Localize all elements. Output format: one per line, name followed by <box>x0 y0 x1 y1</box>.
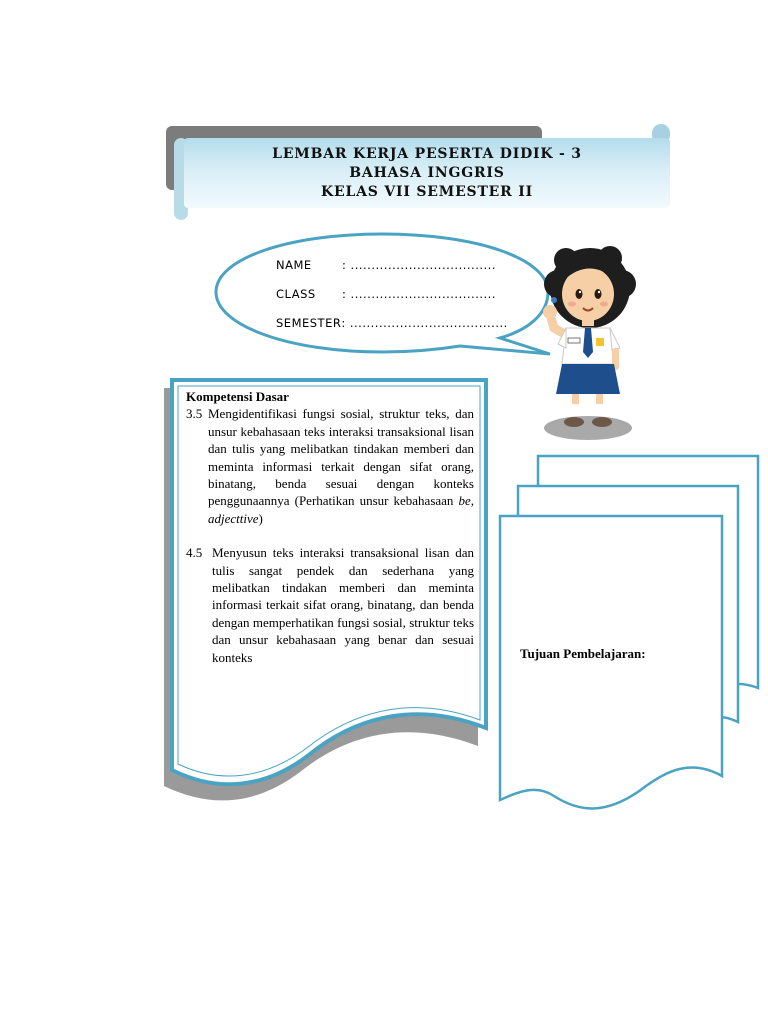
kompetensi-item-number: 4.5 <box>186 545 203 561</box>
kompetensi-item-text: Menyusun teks interaksi transaksional lisan dan tulis sangat pendek dan sederhana yang melibatkan tindakan memberi dan meminta informasi terkait sifat orang, binatang, dan benda dengan memperhatikan fungsi sosial, struktur teks dan unsur kebahasaan yang benar dan sesuai konteks <box>212 545 474 665</box>
title-banner <box>184 138 670 208</box>
student-girl-illustration <box>536 244 636 444</box>
semester-field[interactable]: : ...................................... <box>341 316 508 330</box>
identity-fields <box>276 258 508 345</box>
class-field[interactable]: : ................................... <box>342 287 496 301</box>
spacer <box>186 527 474 544</box>
name-label: NAME <box>276 258 312 272</box>
worksheet-title: LEMBAR KERJA PESERTA DIDIK - 3 <box>272 145 582 162</box>
tujuan-pembelajaran-label: Tujuan Pembelajaran: <box>520 646 646 661</box>
class-row <box>276 287 496 316</box>
kompetensi-item-1-italic: be, adjecttive <box>208 493 474 526</box>
class-label: CLASS <box>276 287 316 301</box>
subject-title: BAHASA INGGRIS <box>349 164 505 181</box>
paper-stack <box>496 452 766 822</box>
kompetensi-item-1-body: Mengidentifikasi fungsi sosial, struktur teks, dan unsur kebahasaan teks interaksi transaksional lisan dan tulis yang melibatkan tindakan memberi dan meminta informasi terkait dengan sifat orang, binatang, benda sesuai dengan konteks penggunaannya (Perhatikan unsur kebahasaan <box>208 406 474 509</box>
kompetensi-item <box>186 405 474 527</box>
kompetensi-item-1-close: ) <box>258 510 263 526</box>
kompetensi-heading: Kompetensi Dasar <box>186 389 289 404</box>
kompetensi-item-number: 3.5 <box>186 406 203 422</box>
name-field[interactable]: : ................................... <box>342 258 496 272</box>
semester-row <box>276 316 508 345</box>
semester-label: SEMESTER <box>276 316 342 330</box>
kompetensi-item-text <box>208 405 474 527</box>
name-row <box>276 258 496 287</box>
kompetensi-content <box>186 388 474 666</box>
class-semester-title: KELAS VII SEMESTER II <box>321 183 533 200</box>
kompetensi-item <box>186 544 474 666</box>
